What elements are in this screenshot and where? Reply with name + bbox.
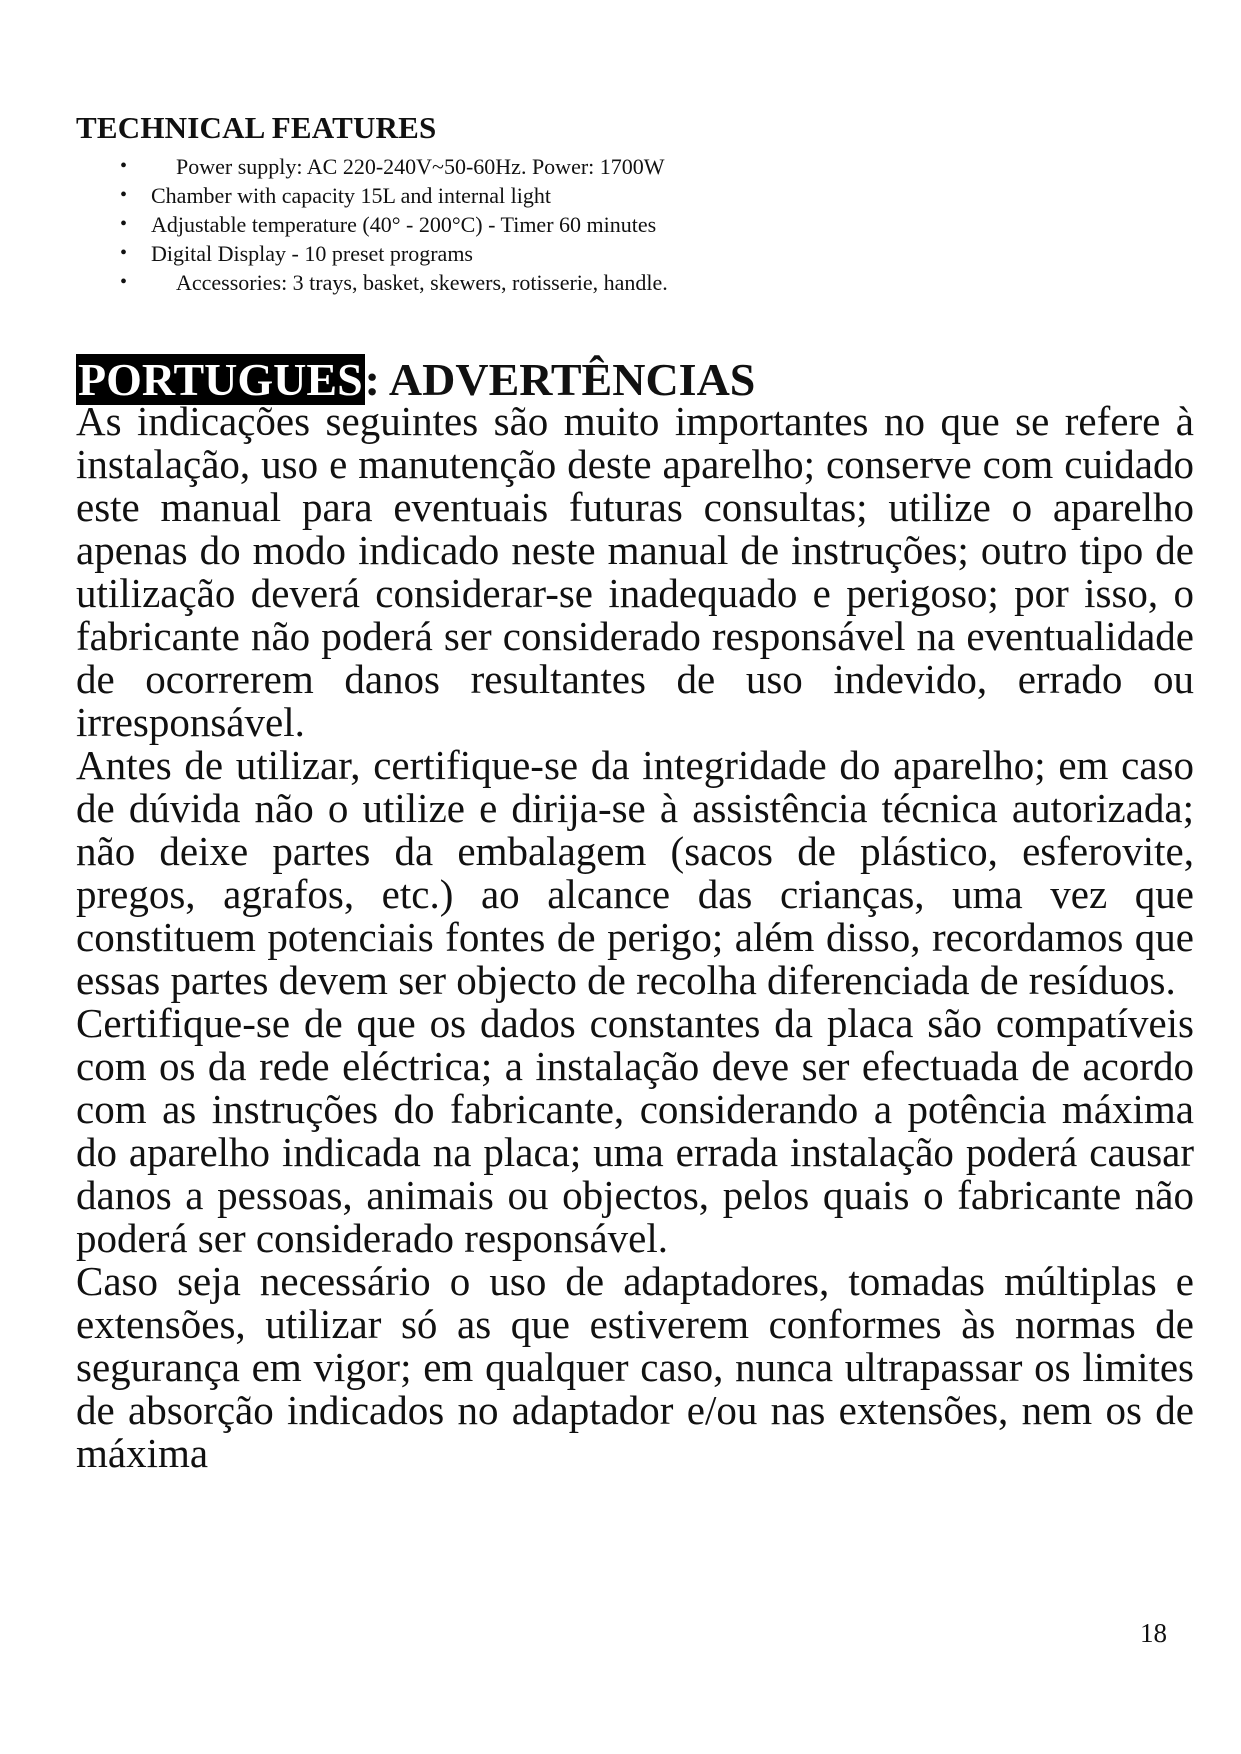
warning-paragraph: Caso seja necessário o uso de adaptadores, tomadas múltiplas e extensões, utilizar só as que estiverem conformes às normas de segurança em vigor; em qualquer caso, nunca ultrapassar os limites de absorção indicados no adaptador e/ou nas extensões, nem os de máxima: [76, 1258, 1194, 1476]
feature-chamber: Chamber with capacity 15L and internal light: [151, 183, 551, 208]
feature-display: Digital Display - 10 preset programs: [151, 241, 473, 266]
feature-temperature: Adjustable temperature (40° - 200°C) - Timer 60 minutes: [151, 212, 657, 237]
page-number: 18: [1140, 1618, 1167, 1648]
warning-paragraph: Certifique-se de que os dados constantes da placa são compatíveis com os da rede eléctrica; a instalação deve ser efectuada de acordo com as instruções do fabricante, considerando a potência máxima do aparelho indicada na placa; uma errada instalação poderá causar danos a pessoas, animais ou objectos, pelos quais o fabricante não poderá ser considerado responsável.: [76, 1000, 1194, 1261]
language-label: PORTUGUES: [78, 354, 363, 405]
warnings-body: [76, 400, 1194, 1475]
warning-paragraph: As indicações seguintes são muito importantes no que se refere à instalação, uso e manutenção deste aparelho; conserve com cuidado este manual para eventuais futuras consultas; utilize o aparelho apenas do modo indicado neste manual de instruções; outro tipo de utilização deverá considerar-se inadequado e perigoso; por isso, o fabricante não poderá ser considerado responsável na eventualidade de ocorrerem danos resultantes de uso indevido, errado ou irresponsável.: [76, 398, 1194, 745]
bullet-icon: •: [120, 271, 128, 293]
bullet-icon: •: [120, 213, 128, 235]
warnings-heading: : ADVERTÊNCIAS: [364, 354, 756, 405]
bullet-icon: •: [120, 155, 128, 177]
bullet-icon: •: [120, 184, 128, 206]
feature-power-supply: Power supply: AC 220-240V~50-60Hz. Power: 1700W: [176, 154, 665, 179]
technical-features-title: TECHNICAL FEATURES: [76, 110, 437, 145]
feature-accessories: Accessories: 3 trays, basket, skewers, rotisserie, handle.: [176, 270, 668, 295]
bullet-icon: •: [120, 242, 128, 264]
warning-paragraph: Antes de utilizar, certifique-se da integridade do aparelho; em caso de dúvida não o utilize e dirija-se à assistência técnica autorizada; não deixe partes da embalagem (sacos de plástico, esferovite, pregos, agrafos, etc.) ao alcance das crianças, uma vez que constituem potenciais fontes de perigo; além disso, recordamos que essas partes devem ser objecto de recolha diferenciada de resíduos.: [76, 742, 1194, 1003]
